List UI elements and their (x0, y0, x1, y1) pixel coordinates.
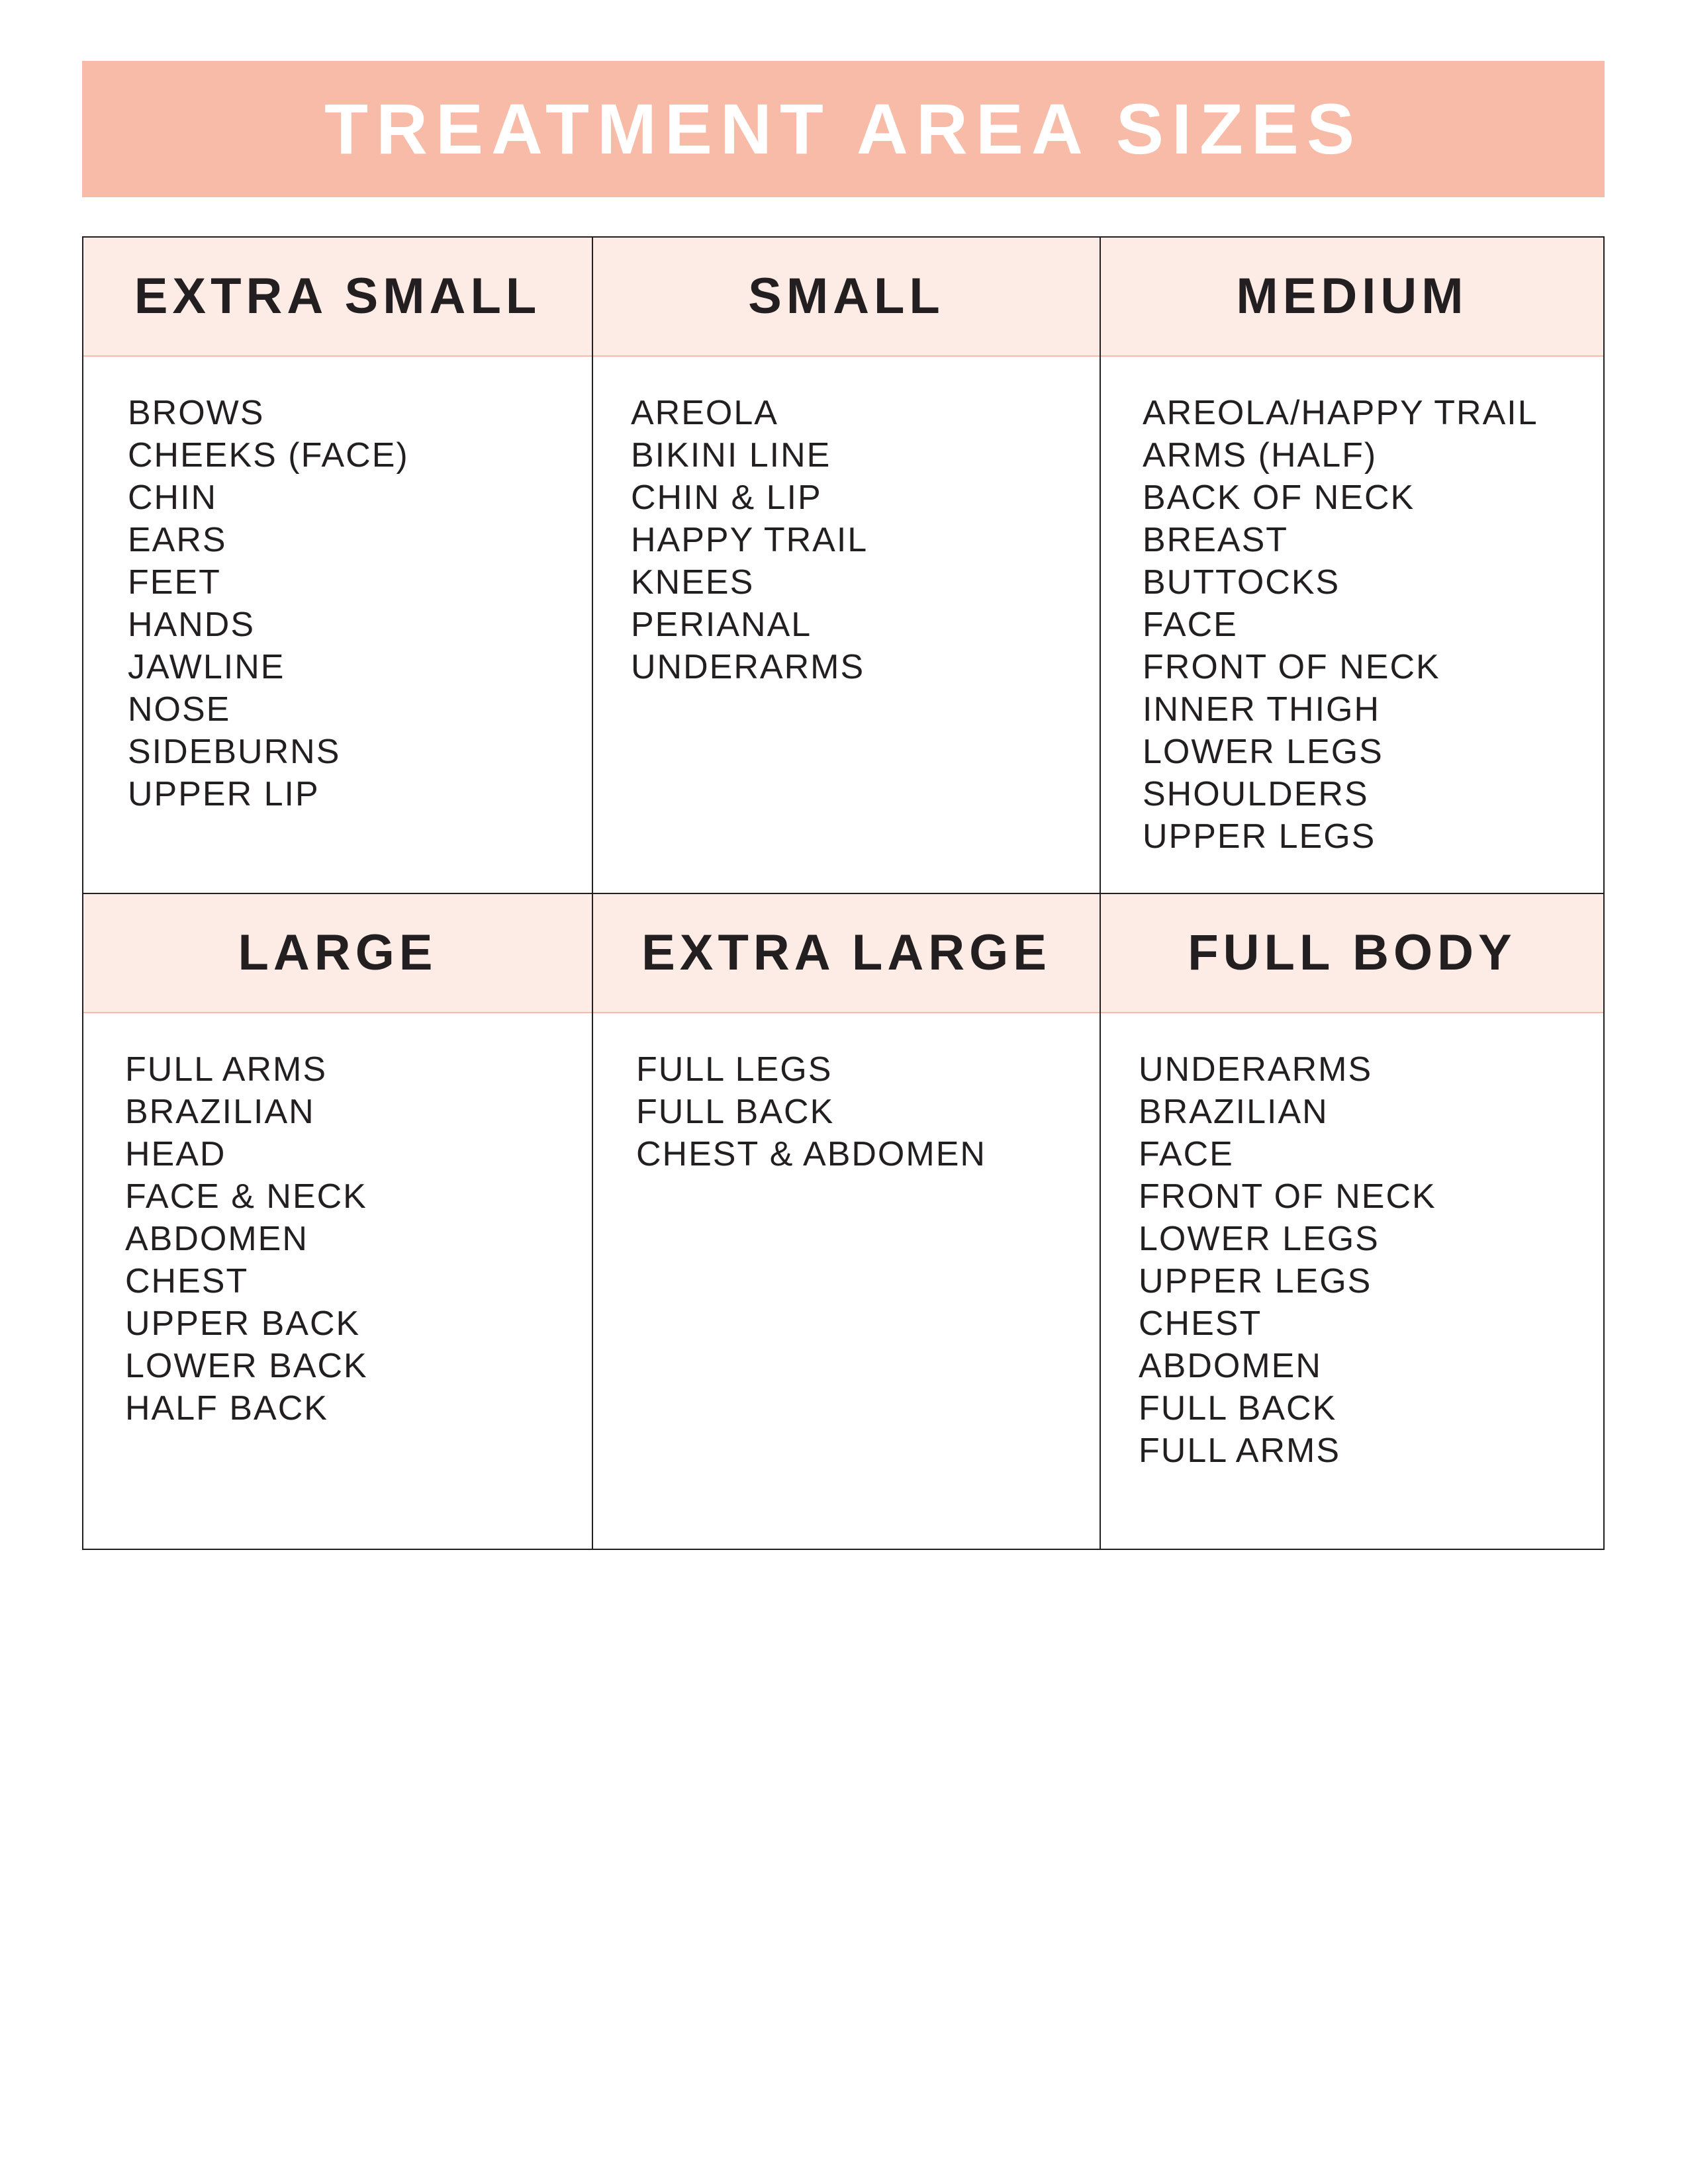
size-header (1101, 894, 1603, 1013)
size-cell-full-body (1101, 894, 1603, 1549)
area-item: BIKINI LINE (631, 436, 831, 475)
area-item: ABDOMEN (125, 1220, 308, 1258)
size-cell-small (593, 238, 1101, 894)
area-item: JAWLINE (128, 648, 285, 686)
area-item: BRAZILIAN (125, 1093, 315, 1131)
area-item: FACE & NECK (125, 1177, 367, 1216)
area-item: FULL BACK (636, 1093, 835, 1131)
area-item: LOWER LEGS (1139, 1220, 1380, 1258)
area-item: UPPER LIP (128, 775, 320, 813)
area-item: BROWS (128, 394, 265, 432)
title-banner (82, 61, 1605, 197)
area-list (1139, 1048, 1436, 1472)
area-item: UNDERARMS (1139, 1050, 1373, 1089)
area-list (631, 392, 868, 688)
size-header (83, 238, 592, 357)
area-item: CHEST & ABDOMEN (636, 1135, 986, 1173)
size-header (83, 894, 592, 1013)
area-item: KNEES (631, 563, 755, 602)
size-header (593, 238, 1100, 357)
area-item: LOWER LEGS (1143, 733, 1383, 771)
area-item: FULL ARMS (125, 1050, 328, 1089)
area-item: HALF BACK (125, 1389, 328, 1428)
area-item: EARS (128, 521, 227, 559)
area-item: LOWER BACK (125, 1347, 368, 1385)
area-item: FACE (1139, 1135, 1234, 1173)
size-cell-extra-small (83, 238, 593, 894)
area-item: SIDEBURNS (128, 733, 341, 771)
size-header (593, 894, 1100, 1013)
area-item: FEET (128, 563, 221, 602)
size-heading: FULL BODY (1188, 925, 1517, 981)
area-item: ABDOMEN (1139, 1347, 1322, 1385)
area-item: HANDS (128, 606, 256, 644)
size-cell-large (83, 894, 593, 1549)
treatment-size-table (82, 236, 1605, 1550)
area-item: CHEEKS (FACE) (128, 436, 409, 475)
area-item: BACK OF NECK (1143, 478, 1415, 517)
area-list (636, 1048, 986, 1175)
area-item: NOSE (128, 690, 231, 729)
area-list (125, 1048, 368, 1430)
area-item: FACE (1143, 606, 1238, 644)
area-item: AREOLA (631, 394, 778, 432)
area-item: PERIANAL (631, 606, 812, 644)
area-item: FULL LEGS (636, 1050, 833, 1089)
size-header (1101, 238, 1603, 357)
area-item: CHIN (128, 478, 218, 517)
size-heading: LARGE (238, 925, 438, 981)
area-item: ARMS (HALF) (1143, 436, 1378, 475)
area-item: INNER THIGH (1143, 690, 1381, 729)
size-cell-extra-large (593, 894, 1101, 1549)
area-item: BREAST (1143, 521, 1289, 559)
area-list (128, 392, 409, 815)
area-item: HEAD (125, 1135, 226, 1173)
area-item: FRONT OF NECK (1143, 648, 1440, 686)
area-item: UPPER LEGS (1143, 817, 1376, 856)
page-title: TREATMENT AREA SIZES (324, 89, 1362, 169)
area-item: SHOULDERS (1143, 775, 1369, 813)
area-item: UPPER LEGS (1139, 1262, 1372, 1300)
area-item: FULL ARMS (1139, 1432, 1341, 1470)
area-item: UNDERARMS (631, 648, 865, 686)
area-item: FULL BACK (1139, 1389, 1337, 1428)
size-heading: EXTRA LARGE (641, 925, 1051, 981)
area-item: CHEST (125, 1262, 249, 1300)
area-item: FRONT OF NECK (1139, 1177, 1436, 1216)
size-heading: EXTRA SMALL (134, 268, 541, 324)
area-list (1143, 392, 1538, 858)
size-heading: MEDIUM (1236, 268, 1468, 324)
size-cell-medium (1101, 238, 1603, 894)
area-item: AREOLA/HAPPY TRAIL (1143, 394, 1538, 432)
area-item: CHIN & LIP (631, 478, 822, 517)
area-item: BRAZILIAN (1139, 1093, 1329, 1131)
area-item: HAPPY TRAIL (631, 521, 868, 559)
area-item: CHEST (1139, 1304, 1262, 1343)
area-item: UPPER BACK (125, 1304, 361, 1343)
area-item: BUTTOCKS (1143, 563, 1340, 602)
size-heading: SMALL (748, 268, 945, 324)
